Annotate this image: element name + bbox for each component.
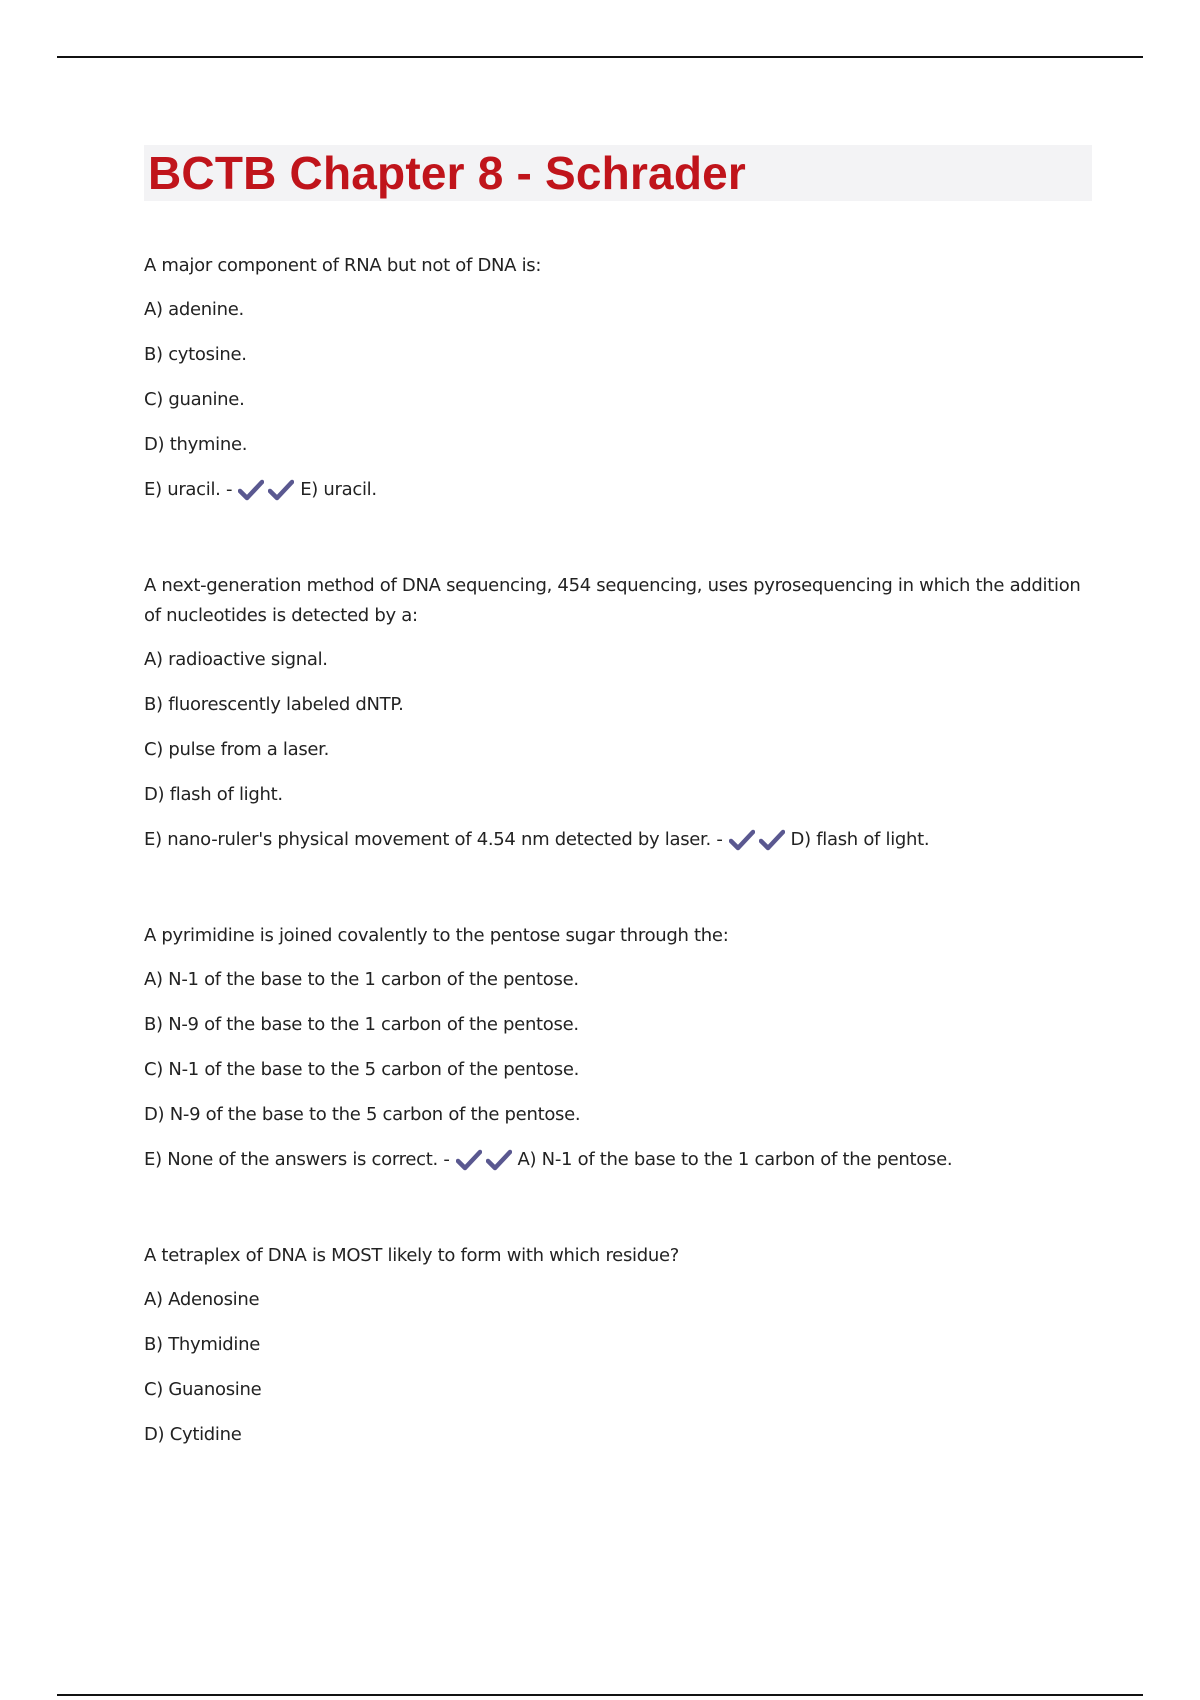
option-b: B) Thymidine — [144, 1334, 260, 1355]
option-c: C) N-1 of the base to the 5 carbon of the pentose. — [144, 1059, 580, 1080]
option-e-with-answer — [144, 475, 1092, 505]
option-d: D) thymine. — [144, 434, 248, 455]
check-icon — [456, 1149, 482, 1171]
question-1 — [144, 251, 1092, 505]
answer-checks — [238, 479, 294, 501]
option-b: B) cytosine. — [144, 344, 247, 365]
correct-answer: D) flash of light. — [790, 829, 930, 850]
correct-answer: E) uracil. — [300, 479, 377, 500]
option-e-with-answer — [144, 825, 1092, 855]
document-page — [144, 145, 1092, 1516]
answer-checks — [456, 1149, 512, 1171]
top-rule — [57, 56, 1143, 58]
question-list — [144, 251, 1092, 1450]
question-3 — [144, 921, 1092, 1175]
answer-checks — [729, 829, 785, 851]
option-a: A) radioactive signal. — [144, 649, 328, 670]
check-icon — [729, 829, 755, 851]
option-c: C) pulse from a laser. — [144, 739, 330, 760]
option-c: C) Guanosine — [144, 1379, 262, 1400]
option-c: C) guanine. — [144, 389, 245, 410]
option-e: E) uracil. - — [144, 479, 233, 500]
check-icon — [268, 479, 294, 501]
check-icon — [486, 1149, 512, 1171]
question-2 — [144, 571, 1092, 855]
document-title: BCTB Chapter 8 - Schrader — [148, 147, 747, 199]
question-4 — [144, 1241, 1092, 1450]
bottom-rule — [57, 1694, 1143, 1696]
title-band — [144, 145, 1092, 201]
option-a: A) Adenosine — [144, 1289, 260, 1310]
correct-answer: A) N-1 of the base to the 1 carbon of the pentose. — [517, 1149, 953, 1170]
option-d: D) Cytidine — [144, 1424, 242, 1445]
option-b: B) fluorescently labeled dNTP. — [144, 694, 404, 715]
option-e-with-answer — [144, 1145, 1092, 1175]
question-prompt: A pyrimidine is joined covalently to the pentose sugar through the: — [144, 925, 729, 946]
option-a: A) N-1 of the base to the 1 carbon of the pentose. — [144, 969, 579, 990]
option-b: B) N-9 of the base to the 1 carbon of the pentose. — [144, 1014, 579, 1035]
question-prompt: A tetraplex of DNA is MOST likely to form with which residue? — [144, 1245, 679, 1266]
option-e: E) nano-ruler's physical movement of 4.54 nm detected by laser. - — [144, 829, 723, 850]
option-d: D) N-9 of the base to the 5 carbon of the pentose. — [144, 1104, 581, 1125]
question-prompt: A next-generation method of DNA sequencing, 454 sequencing, uses pyrosequencing in which the addition of nucleotides is detected by a: — [144, 575, 1081, 626]
question-prompt: A major component of RNA but not of DNA is: — [144, 255, 542, 276]
check-icon — [759, 829, 785, 851]
option-a: A) adenine. — [144, 299, 244, 320]
option-e: E) None of the answers is correct. - — [144, 1149, 450, 1170]
option-d: D) flash of light. — [144, 784, 283, 805]
check-icon — [238, 479, 264, 501]
